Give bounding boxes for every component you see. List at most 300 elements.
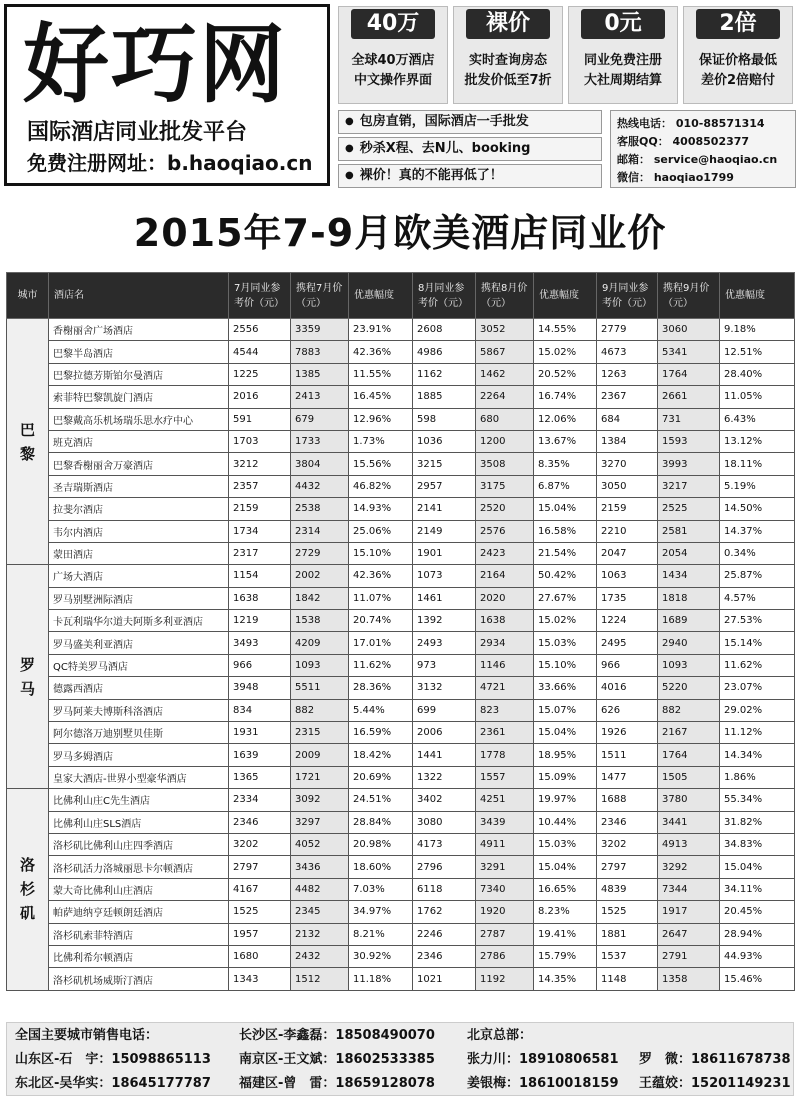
- bullet-item: [338, 137, 602, 161]
- hotel-name-cell: 香榭丽舍广场酒店: [49, 319, 229, 341]
- price-cell: 1385: [291, 363, 349, 385]
- hotel-name-cell: 帕萨迪纳亨廷顿朗廷酒店: [49, 901, 229, 923]
- price-cell: 2413: [291, 386, 349, 408]
- hotel-name-cell: 韦尔内酒店: [49, 520, 229, 542]
- bullet-item: [338, 164, 602, 188]
- table-row: [7, 901, 795, 923]
- price-cell: 3060: [658, 319, 720, 341]
- table-row: [7, 520, 795, 542]
- price-cell: 19.41%: [534, 923, 597, 945]
- price-cell: 2432: [291, 945, 349, 967]
- footer-contact-jiang: 姜银梅：18610018159: [467, 1076, 619, 1091]
- contact-box: [610, 110, 796, 188]
- price-cell: 591: [229, 408, 291, 430]
- price-cell: 20.98%: [349, 833, 413, 855]
- price-cell: 1537: [597, 945, 658, 967]
- price-cell: 3804: [291, 453, 349, 475]
- price-cell: 882: [291, 699, 349, 721]
- feature-badge: 0元: [581, 9, 665, 39]
- feature-line2: 大社周期结算: [583, 73, 662, 88]
- price-cell: 1021: [413, 968, 476, 990]
- price-cell: 55.34%: [720, 789, 795, 811]
- price-cell: 1358: [658, 968, 720, 990]
- price-cell: 2423: [476, 542, 534, 564]
- price-cell: 5867: [476, 341, 534, 363]
- price-cell: 2495: [597, 632, 658, 654]
- price-cell: 3202: [229, 833, 291, 855]
- price-cell: 11.55%: [349, 363, 413, 385]
- price-cell: 1525: [229, 901, 291, 923]
- price-cell: 28.84%: [349, 811, 413, 833]
- column-header: 7月同业参考价（元）: [229, 273, 291, 319]
- price-cell: 3436: [291, 856, 349, 878]
- price-cell: 15.02%: [534, 341, 597, 363]
- price-cell: 1721: [291, 766, 349, 788]
- price-cell: 1957: [229, 923, 291, 945]
- hotel-name-cell: 圣吉瑞斯酒店: [49, 475, 229, 497]
- price-cell: 973: [413, 654, 476, 676]
- price-cell: 1.86%: [720, 766, 795, 788]
- price-cell: 1477: [597, 766, 658, 788]
- hotel-name-cell: 洛杉矶比佛利山庄四季酒店: [49, 833, 229, 855]
- price-cell: 4432: [291, 475, 349, 497]
- footer-contact-fujian: 福建区-曾 雷：18659128078: [239, 1076, 435, 1091]
- hotel-name-cell: 比佛利山庄SLS酒店: [49, 811, 229, 833]
- table-row: [7, 968, 795, 990]
- footer-beijing-label: 北京总部：: [467, 1028, 533, 1043]
- price-cell: 2786: [476, 945, 534, 967]
- price-cell: 2367: [597, 386, 658, 408]
- price-cell: 680: [476, 408, 534, 430]
- price-cell: 4173: [413, 833, 476, 855]
- price-cell: 1434: [658, 565, 720, 587]
- table-row: [7, 654, 795, 676]
- table-row: [7, 811, 795, 833]
- price-cell: 16.74%: [534, 386, 597, 408]
- price-cell: 3270: [597, 453, 658, 475]
- table-row: [7, 677, 795, 699]
- price-cell: 16.58%: [534, 520, 597, 542]
- price-cell: 21.54%: [534, 542, 597, 564]
- price-cell: 3508: [476, 453, 534, 475]
- register-url[interactable]: [27, 149, 313, 177]
- hotel-name-cell: 蒙田酒店: [49, 542, 229, 564]
- price-cell: 2009: [291, 744, 349, 766]
- hotel-name-cell: 罗马阿莱夫博斯科洛酒店: [49, 699, 229, 721]
- price-cell: 2796: [413, 856, 476, 878]
- hotel-name-cell: 罗马别墅洲际酒店: [49, 587, 229, 609]
- city-cell: 巴黎: [7, 319, 49, 565]
- price-cell: 16.45%: [349, 386, 413, 408]
- price-cell: 11.12%: [720, 722, 795, 744]
- price-cell: 3092: [291, 789, 349, 811]
- price-cell: 3175: [476, 475, 534, 497]
- price-cell: 2345: [291, 901, 349, 923]
- price-cell: 20.45%: [720, 901, 795, 923]
- price-cell: 15.04%: [534, 722, 597, 744]
- price-cell: 2006: [413, 722, 476, 744]
- footer-contact-changsha: 长沙区-李鑫磊：18508490070: [239, 1028, 435, 1043]
- bullet-text: 包房直销，国际酒店一手批发: [359, 114, 529, 129]
- price-cell: 25.06%: [349, 520, 413, 542]
- price-cell: 5341: [658, 341, 720, 363]
- header: [4, 4, 796, 188]
- price-cell: 11.18%: [349, 968, 413, 990]
- price-cell: 11.62%: [349, 654, 413, 676]
- price-cell: 1343: [229, 968, 291, 990]
- price-cell: 3493: [229, 632, 291, 654]
- price-cell: 1200: [476, 430, 534, 452]
- price-cell: 2556: [229, 319, 291, 341]
- price-cell: 10.44%: [534, 811, 597, 833]
- price-cell: 1764: [658, 363, 720, 385]
- price-cell: 0.34%: [720, 542, 795, 564]
- price-cell: 4052: [291, 833, 349, 855]
- price-cell: 18.42%: [349, 744, 413, 766]
- price-cell: 2047: [597, 542, 658, 564]
- register-url-label: 免费注册网址：: [27, 151, 167, 175]
- price-cell: 626: [597, 699, 658, 721]
- table-row: [7, 430, 795, 452]
- table-row: [7, 453, 795, 475]
- price-cell: 4544: [229, 341, 291, 363]
- price-cell: 1735: [597, 587, 658, 609]
- feature-card-2bei: [683, 6, 793, 104]
- feature-badge: 40万: [351, 9, 435, 39]
- feature-badge: 裸价: [466, 9, 550, 39]
- price-cell: 823: [476, 699, 534, 721]
- hotel-name-cell: 拉斐尔酒店: [49, 498, 229, 520]
- price-cell: 5.19%: [720, 475, 795, 497]
- column-header: 优惠幅度: [534, 273, 597, 319]
- price-cell: 13.12%: [720, 430, 795, 452]
- price-cell: 1639: [229, 744, 291, 766]
- logo-subtitle: 国际酒店同业批发平台: [27, 120, 248, 145]
- bullet-text: 秒杀X程、去N儿、booking: [359, 141, 531, 156]
- price-cell: 1525: [597, 901, 658, 923]
- price-cell: 3948: [229, 677, 291, 699]
- hotel-name-cell: 罗马多姆酒店: [49, 744, 229, 766]
- hotel-name-cell: QC特美罗马酒店: [49, 654, 229, 676]
- price-cell: 4209: [291, 632, 349, 654]
- price-cell: 19.97%: [534, 789, 597, 811]
- hotel-name-cell: 蒙大奇比佛利山庄酒店: [49, 878, 229, 900]
- hotel-name-cell: 洛杉矶索菲特酒店: [49, 923, 229, 945]
- price-cell: 14.37%: [720, 520, 795, 542]
- price-cell: 7344: [658, 878, 720, 900]
- feature-line2: 中文操作界面: [353, 73, 432, 88]
- price-cell: 6.43%: [720, 408, 795, 430]
- price-cell: 2132: [291, 923, 349, 945]
- price-cell: 4251: [476, 789, 534, 811]
- price-cell: 1917: [658, 901, 720, 923]
- price-cell: 23.07%: [720, 677, 795, 699]
- price-cell: 1036: [413, 430, 476, 452]
- price-cell: 4839: [597, 878, 658, 900]
- hotel-name-cell: 皇家大酒店-世界小型豪华酒店: [49, 766, 229, 788]
- price-cell: 3291: [476, 856, 534, 878]
- price-cell: 679: [291, 408, 349, 430]
- price-cell: 834: [229, 699, 291, 721]
- price-cell: 5511: [291, 677, 349, 699]
- price-cell: 699: [413, 699, 476, 721]
- price-cell: 20.69%: [349, 766, 413, 788]
- price-cell: 2934: [476, 632, 534, 654]
- bullet-text: 裸价！真的不能再低了！: [359, 168, 503, 183]
- price-cell: 1638: [476, 610, 534, 632]
- price-cell: 1593: [658, 430, 720, 452]
- price-cell: 1146: [476, 654, 534, 676]
- feature-badge: 2倍: [696, 9, 780, 39]
- table-row: [7, 408, 795, 430]
- price-cell: 1219: [229, 610, 291, 632]
- price-cell: 1148: [597, 968, 658, 990]
- price-cell: 2317: [229, 542, 291, 564]
- price-cell: 1557: [476, 766, 534, 788]
- price-cell: 33.66%: [534, 677, 597, 699]
- price-cell: 966: [229, 654, 291, 676]
- price-cell: 2264: [476, 386, 534, 408]
- table-row: [7, 498, 795, 520]
- price-cell: 1762: [413, 901, 476, 923]
- price-cell: 31.82%: [720, 811, 795, 833]
- price-cell: 2141: [413, 498, 476, 520]
- price-table-wrap: [6, 272, 794, 991]
- price-cell: 27.67%: [534, 587, 597, 609]
- bullet-list: [338, 110, 602, 191]
- table-body: [7, 319, 795, 991]
- hotel-name-cell: 阿尔德洛万迪别墅贝佳斯: [49, 722, 229, 744]
- column-header: 优惠幅度: [720, 273, 795, 319]
- price-cell: 1842: [291, 587, 349, 609]
- table-row: [7, 363, 795, 385]
- price-cell: 15.14%: [720, 632, 795, 654]
- price-cell: 4913: [658, 833, 720, 855]
- hotel-name-cell: 班克酒店: [49, 430, 229, 452]
- price-cell: 1224: [597, 610, 658, 632]
- price-cell: 1225: [229, 363, 291, 385]
- price-cell: 4482: [291, 878, 349, 900]
- price-cell: 3292: [658, 856, 720, 878]
- price-cell: 1703: [229, 430, 291, 452]
- city-cell: 洛杉矶: [7, 789, 49, 991]
- price-cell: 12.96%: [349, 408, 413, 430]
- price-cell: 2538: [291, 498, 349, 520]
- price-cell: 2357: [229, 475, 291, 497]
- price-cell: 2647: [658, 923, 720, 945]
- price-cell: 3215: [413, 453, 476, 475]
- footer-contact-dongbei: 东北区-吴华实：18645177787: [15, 1076, 211, 1091]
- price-cell: 7.03%: [349, 878, 413, 900]
- price-cell: 4673: [597, 341, 658, 363]
- price-cell: 1365: [229, 766, 291, 788]
- price-cell: 1734: [229, 520, 291, 542]
- price-cell: 3297: [291, 811, 349, 833]
- feature-line1: 全球40万酒店: [351, 53, 435, 68]
- price-cell: 20.52%: [534, 363, 597, 385]
- price-cell: 1073: [413, 565, 476, 587]
- contact-hotline[interactable]: 热线电话： 010-88571314: [617, 117, 765, 130]
- price-cell: 3052: [476, 319, 534, 341]
- register-url-link[interactable]: b.haoqiao.cn: [167, 151, 313, 175]
- table-row: [7, 856, 795, 878]
- city-cell: 罗马: [7, 565, 49, 789]
- price-cell: 2787: [476, 923, 534, 945]
- hotel-name-cell: 洛杉矶机场威斯汀酒店: [49, 968, 229, 990]
- contact-email[interactable]: 邮箱： service@haoqiao.cn: [617, 153, 778, 166]
- column-header: 9月同业参考价（元）: [597, 273, 658, 319]
- price-cell: 15.03%: [534, 833, 597, 855]
- price-cell: 14.34%: [720, 744, 795, 766]
- price-cell: 4016: [597, 677, 658, 699]
- price-cell: 14.55%: [534, 319, 597, 341]
- price-cell: 12.06%: [534, 408, 597, 430]
- price-cell: 15.07%: [534, 699, 597, 721]
- price-cell: 1818: [658, 587, 720, 609]
- footer-sales-contacts: [6, 1022, 794, 1096]
- contact-qq[interactable]: 客服QQ： 4008502377: [617, 135, 750, 148]
- price-cell: 1638: [229, 587, 291, 609]
- footer-national-label: 全国主要城市销售电话：: [15, 1028, 159, 1043]
- price-cell: 11.05%: [720, 386, 795, 408]
- price-cell: 1063: [597, 565, 658, 587]
- price-cell: 1680: [229, 945, 291, 967]
- column-header: 携程9月价（元）: [658, 273, 720, 319]
- price-cell: 4167: [229, 878, 291, 900]
- table-row: [7, 319, 795, 341]
- price-cell: 4911: [476, 833, 534, 855]
- price-cell: 1901: [413, 542, 476, 564]
- hotel-name-cell: 比佛利希尔顿酒店: [49, 945, 229, 967]
- price-cell: 16.65%: [534, 878, 597, 900]
- price-cell: 2661: [658, 386, 720, 408]
- price-cell: 3993: [658, 453, 720, 475]
- price-cell: 1322: [413, 766, 476, 788]
- price-cell: 1441: [413, 744, 476, 766]
- price-cell: 15.04%: [534, 498, 597, 520]
- price-cell: 9.18%: [720, 319, 795, 341]
- table-row: [7, 565, 795, 587]
- column-header: 携程7月价（元）: [291, 273, 349, 319]
- price-cell: 20.74%: [349, 610, 413, 632]
- column-header: 酒店名: [49, 273, 229, 319]
- price-cell: 15.79%: [534, 945, 597, 967]
- price-cell: 4986: [413, 341, 476, 363]
- price-cell: 2016: [229, 386, 291, 408]
- price-cell: 2346: [597, 811, 658, 833]
- table-row: [7, 475, 795, 497]
- logo-box: [4, 4, 330, 186]
- price-cell: 6118: [413, 878, 476, 900]
- price-cell: 2493: [413, 632, 476, 654]
- footer-contact-nanjing: 南京区-王文斌：18602533385: [239, 1052, 435, 1067]
- table-row: [7, 945, 795, 967]
- table-row: [7, 744, 795, 766]
- price-cell: 1538: [291, 610, 349, 632]
- hotel-name-cell: 洛杉矶活力洛城丽思卡尔顿酒店: [49, 856, 229, 878]
- feature-line2: 批发价低至7折: [464, 73, 552, 88]
- table-row: [7, 386, 795, 408]
- feature-card-lujia: [453, 6, 563, 104]
- price-cell: 18.95%: [534, 744, 597, 766]
- price-cell: 2334: [229, 789, 291, 811]
- price-cell: 15.02%: [534, 610, 597, 632]
- price-cell: 2159: [229, 498, 291, 520]
- hotel-name-cell: 巴黎香榭丽舍万豪酒店: [49, 453, 229, 475]
- price-cell: 598: [413, 408, 476, 430]
- price-cell: 882: [658, 699, 720, 721]
- price-cell: 23.91%: [349, 319, 413, 341]
- hotel-name-cell: 巴黎戴高乐机场瑞乐思水疗中心: [49, 408, 229, 430]
- price-cell: 15.56%: [349, 453, 413, 475]
- hotel-name-cell: 索菲特巴黎凯旋门酒店: [49, 386, 229, 408]
- price-cell: 2002: [291, 565, 349, 587]
- price-cell: 16.59%: [349, 722, 413, 744]
- table-header-row: [7, 273, 795, 319]
- hotel-name-cell: 罗马盛美利亚酒店: [49, 632, 229, 654]
- price-cell: 1392: [413, 610, 476, 632]
- price-cell: 2159: [597, 498, 658, 520]
- table-row: [7, 878, 795, 900]
- price-cell: 3359: [291, 319, 349, 341]
- price-cell: 34.83%: [720, 833, 795, 855]
- price-cell: 1162: [413, 363, 476, 385]
- price-cell: 3212: [229, 453, 291, 475]
- price-cell: 15.10%: [534, 654, 597, 676]
- price-cell: 3780: [658, 789, 720, 811]
- footer-contact-zhang: 张力川：18910806581: [467, 1052, 619, 1067]
- price-cell: 1512: [291, 968, 349, 990]
- price-cell: 6.87%: [534, 475, 597, 497]
- price-cell: 2346: [413, 945, 476, 967]
- price-cell: 1881: [597, 923, 658, 945]
- price-cell: 8.23%: [534, 901, 597, 923]
- price-cell: 28.36%: [349, 677, 413, 699]
- price-cell: 2167: [658, 722, 720, 744]
- feature-card-40wan: [338, 6, 448, 104]
- price-cell: 27.53%: [720, 610, 795, 632]
- price-cell: 2779: [597, 319, 658, 341]
- price-cell: 2149: [413, 520, 476, 542]
- feature-line1: 同业免费注册: [583, 53, 662, 68]
- price-cell: 44.93%: [720, 945, 795, 967]
- price-cell: 17.01%: [349, 632, 413, 654]
- price-cell: 18.60%: [349, 856, 413, 878]
- price-cell: 1384: [597, 430, 658, 452]
- price-cell: 13.67%: [534, 430, 597, 452]
- price-cell: 2957: [413, 475, 476, 497]
- table-row: [7, 833, 795, 855]
- price-cell: 2576: [476, 520, 534, 542]
- price-cell: 15.46%: [720, 968, 795, 990]
- footer-contact-luo: 罗 微：18611678738: [639, 1052, 791, 1067]
- price-cell: 4.57%: [720, 587, 795, 609]
- table-row: [7, 722, 795, 744]
- price-cell: 14.50%: [720, 498, 795, 520]
- contact-wechat[interactable]: 微信： haoqiao1799: [617, 171, 734, 184]
- price-cell: 1505: [658, 766, 720, 788]
- price-cell: 42.36%: [349, 565, 413, 587]
- table-row: [7, 699, 795, 721]
- page-title: 2015年7-9月欧美酒店同业价: [133, 211, 667, 255]
- price-cell: 15.04%: [720, 856, 795, 878]
- price-cell: 2581: [658, 520, 720, 542]
- table-row: [7, 610, 795, 632]
- price-cell: 2729: [291, 542, 349, 564]
- footer-contact-wang: 王蕴姣：15201149231: [639, 1076, 791, 1091]
- table-row: [7, 341, 795, 363]
- price-cell: 28.40%: [720, 363, 795, 385]
